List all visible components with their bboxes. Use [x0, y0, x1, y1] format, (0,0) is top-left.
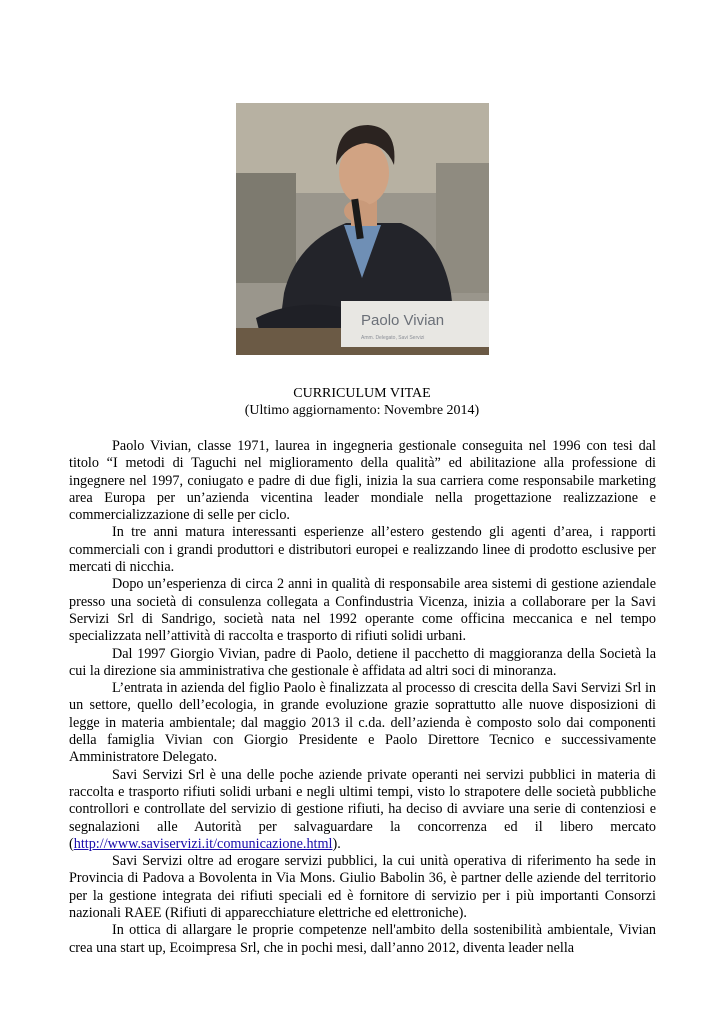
- paragraph-with-link: [69, 767, 656, 853]
- paragraph: L’entrata in azienda del figlio Paolo è finalizzata al processo di crescita della Savi Servizi Srl in un settore, quello dell’ecologia, in grande evoluzione grazie soprattutto alle nuove disposizioni di legge in materia ambientale; dal maggio 2013 il c.da. dell’azienda è composto solo dai componenti della famiglia Vivian con Giorgio Presidente e Paolo Direttore Tecnico e successivamente Amministratore Delegato.: [69, 680, 656, 766]
- paragraph: Paolo Vivian, classe 1971, laurea in ingegneria gestionale conseguita nel 1996 con tesi dal titolo “I metodi di Taguchi nel miglioramento della qualità” ed abilitazione alla professione di ingegnere nel 1997, coniugato e padre di due figli, inizia la sua carriera come responsabile marketing area Europa per un’azienda vicentina leader mondiale nella progettazione realizzazione e commercializzazione di selle per ciclo.: [69, 438, 656, 524]
- paragraph-text: Savi Servizi Srl è una delle poche aziende private operanti nei servizi pubblici in materia di raccolta e trasporto rifiuti solidi urbani e negli ultimi tempi, visto lo strapotere delle società pubbliche controllori e controllate del servizio di gestione rifiuti, ha deciso di avviare una serie di contenziosi e segnalazioni alle Autorità per salvaguardare la concorrenza ed il libero mercato (: [69, 766, 656, 852]
- cv-subtitle: (Ultimo aggiornamento: Novembre 2014): [244, 403, 480, 418]
- paragraph: Savi Servizi oltre ad erogare servizi pubblici, la cui unità operativa di riferimento ha sede in Provincia di Padova a Bovolenta in Via Mons. Giulio Babolin 36, è partner delle aziende del territorio per la gestione integrata dei rifiuti speciali ed è fornitore di servizio per i più importanti Consorzi nazionali RAEE (Rifiuti di apparecchiature elettriche ed elettroniche).: [69, 853, 656, 922]
- cv-body: [69, 438, 656, 957]
- paragraph-text-end: ).: [332, 835, 341, 852]
- cv-heading: [0, 385, 724, 419]
- nameplate-name: Paolo Vivian: [361, 312, 445, 329]
- paragraph: Dal 1997 Giorgio Vivian, padre di Paolo, detiene il pacchetto di maggioranza della Società la cui la direzione sia amministrativa che gestionale è affidata ad altri soci di minoranza.: [69, 645, 656, 679]
- paragraph: Dopo un’esperienza di circa 2 anni in qualità di responsabile area sistemi di gestione aziendale presso una società di consulenza collegata a Confindustria Vicenza, inizia a collaborare per la Savi Servizi Srl di Sandrigo, società nata nel 1992 operante come officina meccanica e nel tempo specializzata nell’attività di raccolta e trasporto di rifiuti solidi urbani.: [69, 576, 656, 645]
- paragraph: In ottica di allargare le proprie competenze nell'ambito della sostenibilità ambientale, Vivian crea una start up, Ecoimpresa Srl, che in pochi mesi, dall’anno 2012, diventa leader nella: [69, 922, 656, 956]
- portrait-illustration: [236, 103, 489, 355]
- cv-title: CURRICULUM VITAE: [293, 386, 431, 401]
- portrait-photo: [236, 103, 489, 355]
- paragraph: In tre anni matura interessanti esperienze all’estero gestendo gli agenti d’area, i rapporti commerciali con i grandi produttori e distributori europei e realizzando linee di prodotto esclusive per mercati di nicchia.: [69, 524, 656, 576]
- nameplate-subtitle: Amm. Delegato, Savi Servizi: [361, 335, 425, 341]
- comunicazione-link[interactable]: http://www.saviservizi.it/comunicazione.html: [73, 835, 333, 852]
